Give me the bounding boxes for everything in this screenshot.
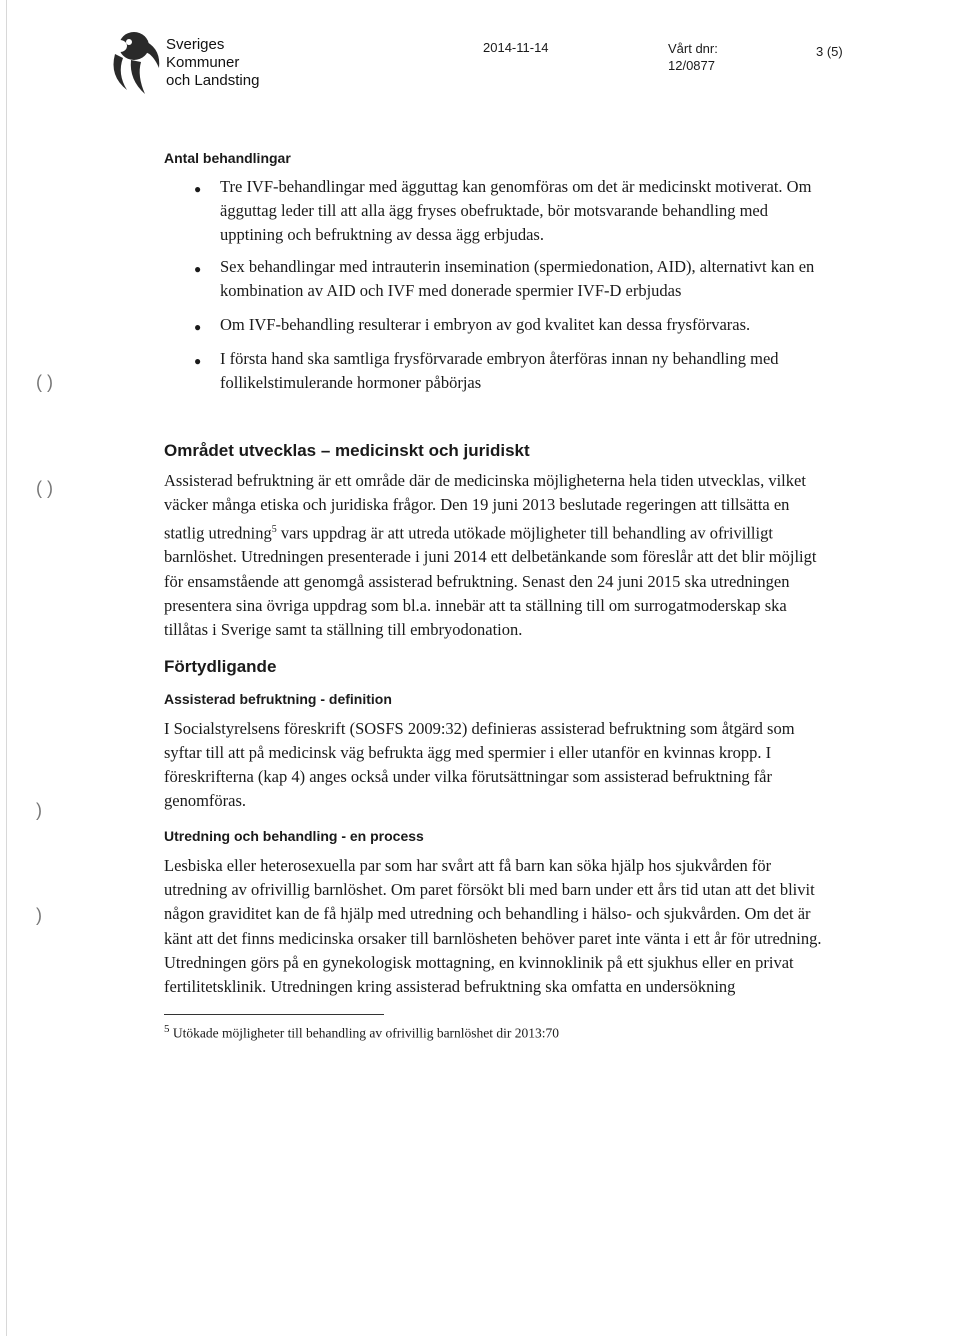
- section-heading-omradet: Området utvecklas – medicinskt och juridiskt: [164, 441, 530, 460]
- list-item: ● Om IVF-behandling resulterar i embryon av god kvalitet kan dessa frysförvaras.: [164, 313, 824, 337]
- section-heading-fortydligande: Förtydligande: [164, 656, 277, 676]
- page-header: [0, 0, 960, 110]
- list-item: ● Sex behandlingar med intrauterin insemination (spermiedonation, AID), alternativt kan en kombination av AID och IVF med donerade spermier IVF-D erbjudas: [194, 257, 815, 300]
- organization-name: [166, 36, 259, 90]
- punch-hole-mark: ): [36, 800, 42, 820]
- subheading-definition: Assisterad befruktning - definition: [164, 690, 392, 707]
- treatment-list: [164, 175, 824, 395]
- bullet-icon: ●: [194, 182, 202, 196]
- paragraph: I Socialstyrelsens föreskrift (SOSFS 2009:32) definieras assisterad befruktning som åtgärd som syftar till att på medicinsk väg befrukta ägg med spermier i eller utanför en kvinnas kropp. I föreskrifterna (kap 4) anges också under vilka förutsättningar som assisterad befruktning får genomföras.: [164, 718, 795, 811]
- punch-hole-mark: ( ): [36, 372, 53, 392]
- page-number: 3 (5): [816, 44, 843, 59]
- paragraph: Lesbiska eller heterosexuella par som har svårt att få barn kan söka hjälp hos sjukvården för utredning av ofrivillig barnlöshet. Om paret försökt bli med barn under ett års tid utan att det blivit någon graviditet kan de få hjälp med utredning och behandling i hälso- och sjukvården. Om det är känt att det finns medicinska orsaker till barnlösheten behöver paret inte vänta i ett år för utredning. Utredningen görs på en gynekologisk mottagning, en kvinnoklinik på ett sjukhus eller en privat fertilitetsklinik. Utredningen kring assisterad befruktning ska omfatta en undersökning: [164, 855, 822, 997]
- footnote-divider: [164, 1014, 384, 1015]
- subheading-process: Utredning och behandling - en process: [164, 827, 424, 844]
- footnote-number: 5: [164, 1022, 170, 1035]
- dnr-label: Vårt dnr:: [668, 41, 718, 56]
- punch-hole-mark: ): [36, 905, 42, 925]
- scan-edge-line: [6, 0, 7, 1336]
- org-line: Sveriges: [166, 36, 225, 53]
- punch-hole-mark: ( ): [36, 478, 53, 498]
- bullet-icon: ●: [194, 354, 202, 368]
- list-item: ● I första hand ska samtliga frysförvarade embryon återföras innan ny behandling med follikelstimulerande hormoner påbörjas: [194, 349, 779, 392]
- org-line: Kommuner: [166, 54, 240, 71]
- paragraph: Assisterad befruktning är ett område där de medicinska möjligheterna hela tiden utvecklas, vilket väcker många etiska och juridiska frågor. Den 19 juni 2013 beslutade regeringen att tillsätta en statlig utredning$^5$ vars uppdrag är att utreda utökade möjligheter till behandling av ofrivilligt barnlöshet. Utredningen presenterade i juni 2014 ett delbetänkande som föreslår att det blir möjligt för ensamstående att genomgå assisterad befruktning. Senast den 24 juni 2015 ska utredningen presentera sina övriga uppdrag som bl.a. innebär att ta ställning till om surrogatmoderskap ska tillåtas i Sverige samt ta ställning till embryodonation.: [164, 471, 817, 640]
- bullet-icon: ●: [194, 262, 202, 276]
- document-body: [164, 150, 824, 1041]
- dnr-value: 12/0877: [668, 58, 715, 73]
- list-item: ● Tre IVF-behandlingar med ägguttag kan genomföras om det är medicinskt motiverat. Om ägguttag leder till att alla ägg fryses obefruktade, bör motsvarande behandling med upptining och befruktning av dessa ägg erbjudas.: [194, 177, 812, 244]
- org-line: och Landsting: [166, 72, 260, 89]
- bullet-icon: ●: [194, 320, 202, 334]
- skl-logo-icon: [107, 24, 165, 96]
- footnote-reference: 5: [271, 523, 277, 535]
- reference-number: [668, 40, 718, 74]
- footnote: $^5$ Utökade möjligheter till behandling av ofrivillig barnlöshet dir 2013:70: [164, 1022, 560, 1041]
- section-heading-antal: Antal behandlingar: [164, 150, 291, 166]
- document-date: 2014-11-14: [483, 40, 549, 55]
